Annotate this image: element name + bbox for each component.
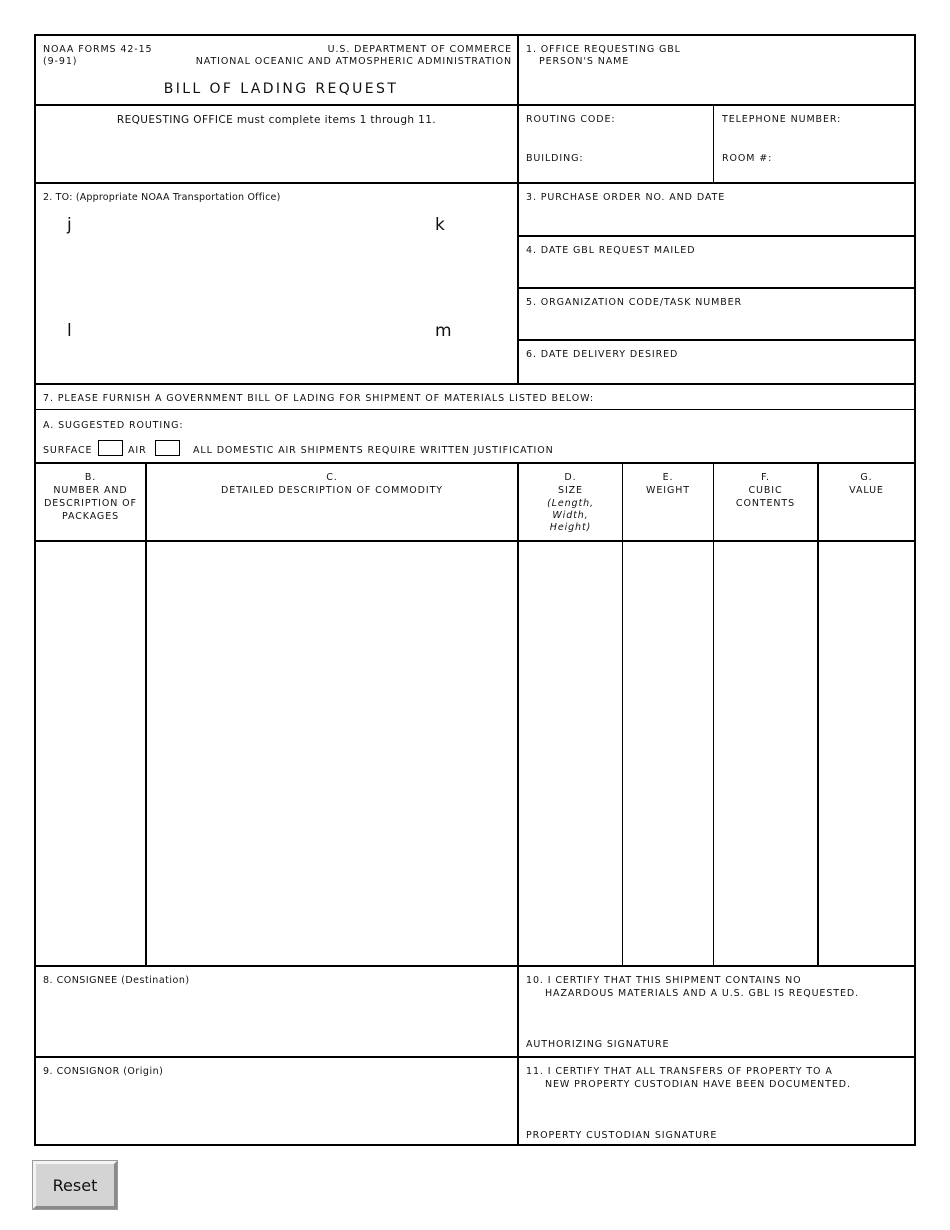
item11-line2: NEW PROPERTY CUSTODIAN HAVE BEEN DOCUMENTED. [545,1079,851,1090]
cubic-contents-input[interactable] [716,545,815,961]
col-f-line1: CUBIC [748,485,783,496]
commodity-description-input[interactable] [149,545,515,961]
organization-code-input[interactable] [524,311,910,335]
form-date: (9-91) [43,56,78,67]
routing-code-input[interactable] [612,110,708,128]
surface-label: SURFACE [43,445,93,456]
value-input[interactable] [821,545,912,961]
weight-input[interactable] [625,545,711,961]
item10-line2: HAZARDOUS MATERIALS AND A U.S. GBL IS REQUESTED. [545,988,860,999]
col-g-letter: G. [860,472,873,483]
item6-label: 6. DATE DELIVERY DESIRED [526,349,679,360]
room-label: ROOM #: [722,153,773,164]
item4-label: 4. DATE GBL REQUEST MAILED [526,245,696,256]
form-title: BILL OF LADING REQUEST [163,81,399,97]
department-name: U.S. DEPARTMENT OF COMMERCE [327,44,512,55]
col-e-line1: WEIGHT [646,485,690,496]
reset-button[interactable]: Reset [33,1161,117,1209]
col-b-line2: DESCRIPTION OF [44,498,137,509]
purchase-order-input[interactable] [524,207,910,231]
item11-line1: 11. I CERTIFY THAT ALL TRANSFERS OF PROPERTY TO A [526,1066,833,1077]
col-f-letter: F. [761,472,770,483]
delivery-date-input[interactable] [524,361,910,381]
col-c-letter: C. [326,472,338,483]
property-custodian-signature-label: PROPERTY CUSTODIAN SIGNATURE [526,1130,718,1141]
col-d-line1: SIZE [558,485,583,496]
person-name-input[interactable] [524,70,910,100]
item2-label: 2. TO: (Appropriate NOAA Transportation Office) [43,192,281,203]
item8-label: 8. CONSIGNEE (Destination) [43,975,190,986]
air-checkbox[interactable] [155,440,180,456]
corner-mark-bottom-right: m [435,321,452,341]
col-b-letter: B. [84,472,97,483]
item1-person-label: PERSON'S NAME [539,56,630,67]
col-c-line1: DETAILED DESCRIPTION OF COMMODITY [220,485,443,496]
col-f-line2: CONTENTS [735,498,796,509]
date-mailed-input[interactable] [524,259,910,283]
custodian-signature-input[interactable] [524,1095,910,1125]
item9-label: 9. CONSIGNOR (Origin) [43,1066,164,1077]
item5-label: 5. ORGANIZATION CODE/TASK NUMBER [526,297,743,308]
corner-mark-top-left: j [67,215,72,235]
col-d-line3: Width, [552,510,589,521]
authorizing-signature-input[interactable] [524,1004,910,1034]
col-g-line1: VALUE [849,485,884,496]
instructions-text: REQUESTING OFFICE must complete items 1 through 11. [116,114,437,126]
air-label: AIR [128,445,147,456]
surface-checkbox[interactable] [98,440,123,456]
agency-name: NATIONAL OCEANIC AND ATMOSPHERIC ADMINISTRATION [195,56,512,67]
telephone-label: TELEPHONE NUMBER: [722,114,842,125]
routing-code-label: ROUTING CODE: [526,114,616,125]
col-b-line3: PACKAGES [61,511,120,522]
form-number: NOAA FORMS 42-15 [43,44,153,55]
col-b-line1: NUMBER AND [53,485,128,496]
item1-label: 1. OFFICE REQUESTING GBL [526,44,681,55]
authorizing-signature-label: AUTHORIZING SIGNATURE [526,1039,670,1050]
air-justification-note: ALL DOMESTIC AIR SHIPMENTS REQUIRE WRITTEN JUSTIFICATION [193,445,554,456]
suggested-routing-label: A. SUGGESTED ROUTING: [43,420,184,431]
item3-label: 3. PURCHASE ORDER NO. AND DATE [526,192,726,203]
corner-mark-top-right: k [435,215,445,235]
building-input[interactable] [584,149,708,167]
item10-line1: 10. I CERTIFY THAT THIS SHIPMENT CONTAINS NO [526,975,802,986]
size-input[interactable] [521,545,620,961]
col-d-line4: Height) [549,522,592,533]
room-input[interactable] [772,149,910,167]
consignor-input[interactable] [40,1081,512,1141]
consignee-input[interactable] [40,990,512,1052]
transportation-office-input[interactable] [84,238,424,318]
telephone-input[interactable] [722,128,910,146]
corner-mark-bottom-left: l [67,321,72,341]
col-e-letter: E. [662,472,674,483]
col-d-letter: D. [564,472,577,483]
col-d-line2: (Length, [547,498,594,509]
building-label: BUILDING: [526,153,584,164]
item7-label: 7. PLEASE FURNISH A GOVERNMENT BILL OF LADING FOR SHIPMENT OF MATERIALS LISTED BELOW: [43,393,594,404]
packages-input[interactable] [38,545,143,961]
